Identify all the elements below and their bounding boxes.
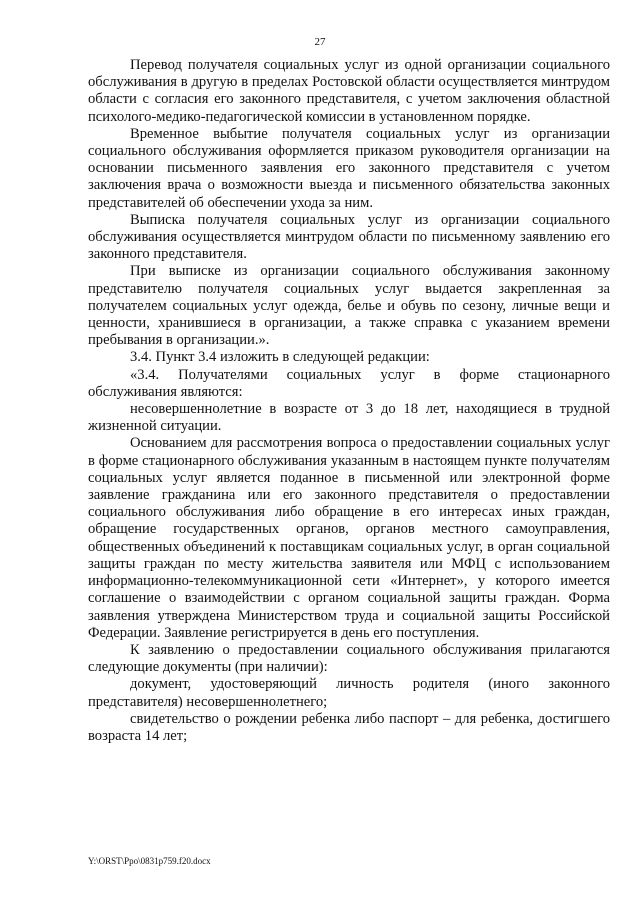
footer-file-path: Y:\ORST\Ppo\0831p759.f20.docx (88, 856, 211, 866)
paragraph: К заявлению о предоставлении социального обслуживания прилагаются следующие документы (при наличии): (88, 641, 610, 676)
paragraph: 3.4. Пункт 3.4 изложить в следующей редакции: (130, 349, 430, 366)
paragraph: Основанием для рассмотрения вопроса о предоставлении социальных услуг в форме стационарного обслуживания указанным в настоящем пункте получателям социальных услуг является поданное в письменной или электронной форме заявление гражданина или его законного представителя о предоставлении социального обслуживания либо обращение в его интересах иных граждан, обращение государственных органов, органов местного самоуправления, общественных объединений к поставщикам социальных услуг, в орган социальной защиты граждан по месту жительства заявителя или МФЦ с использованием информационно-телекоммуникационной сети «Интернет», у которого имеется соглашение о взаимодействии с органом социальной защиты граждан. Форма заявления утверждена Министерством труда и социальной защиты Российской Федерации. Заявление регистрируется в день его поступления. (88, 435, 610, 641)
paragraph: Перевод получателя социальных услуг из одной организации социального обслуживания в другую в пределах Ростовской области осуществляется минтрудом области с согласия его законного представителя, с учетом заключения областной психолого-медико-педагогической комиссии в установленном порядке. (88, 57, 610, 125)
paragraph: При выписке из организации социального обслуживания законному представителю получателя социальных услуг выдается закрепленная за получателем социальных услуг одежда, белье и обувь по сезону, личные вещи и ценности, хранившиеся в организации, а также справка с указанием времени пребывания в организации.». (88, 263, 610, 349)
paragraph: Временное выбытие получателя социальных услуг из организации социального обслуживания оформляется приказом руководителя организации на основании письменного заявления его законного представителя с учетом заключения врача о возможности выезда и письменного обязательства законных представителей об обеспечении ухода за ним. (88, 125, 610, 211)
document-body (88, 57, 610, 745)
page-number: 27 (314, 36, 326, 48)
paragraph: документ, удостоверяющий личность родителя (иного законного представителя) несовершеннолетнего; (88, 676, 610, 710)
paragraph: «3.4. Получателями социальных услуг в форме стационарного обслуживания являются: (88, 366, 610, 400)
paragraph: несовершеннолетние в возрасте от 3 до 18 лет, находящиеся в трудной жизненной ситуации. (88, 401, 610, 435)
paragraph: свидетельство о рождении ребенка либо паспорт – для ребенка, достигшего возраста 14 лет; (88, 710, 610, 744)
paragraph: Выписка получателя социальных услуг из организации социального обслуживания осуществляется минтрудом области по письменному заявлению его законного представителя. (88, 211, 610, 263)
